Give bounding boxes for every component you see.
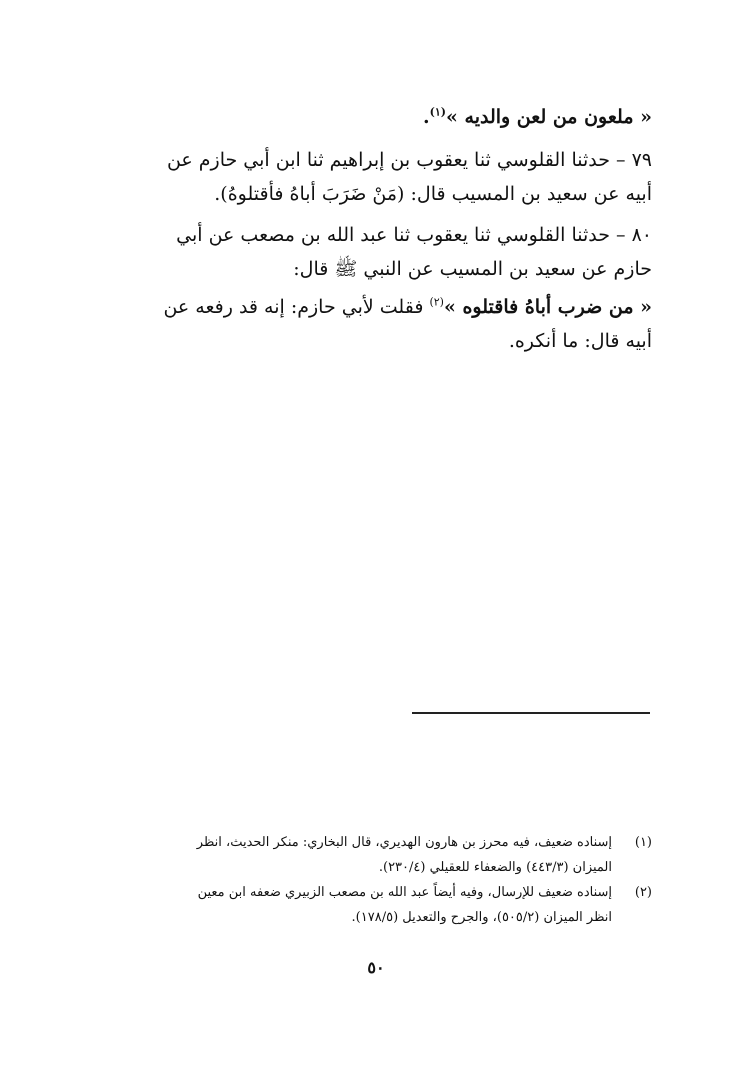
quote-text: « ملعون من لعن والديه »	[446, 106, 652, 128]
footnote-text	[92, 880, 612, 930]
hadith-79-line-1: ٧٩ – حدثنا القلوسي ثنا يعقوب بن إبراهيم ثنا ابن أبي حازم عن	[166, 149, 652, 171]
footnote-text	[92, 830, 612, 880]
footnote-line: إسناده ضعيف للإرسال، وفيه أيضاً عبد الله بن مصعب الزبيري ضعفه ابن معين	[197, 885, 612, 900]
footnote-line: إسناده ضعيف، فيه محرز بن هارون الهديري، قال البخاري: منكر الحديث، انظر	[196, 835, 612, 850]
footnote-number: (١)	[634, 835, 652, 850]
quote-line-1	[122, 100, 652, 134]
hadith-quote: « من ضرب أباهُ فاقتلوه »	[443, 296, 652, 318]
footnote-1	[92, 830, 652, 880]
hadith-80-line-1: ٨٠ – حدثنا القلوسي ثنا يعقوب ثنا عبد الله بن مصعب عن أبي	[176, 224, 652, 246]
hadith-80-line-4: أبيه قال: ما أنكره.	[508, 330, 652, 352]
page-number: ٥٠	[367, 958, 385, 977]
footnote-ref-1: (١)	[429, 105, 447, 119]
footnote-line: الميزان (٤٤٣/٣) والضعفاء للعقيلي (٢٣٠/٤).	[378, 860, 612, 875]
quote-end: .	[423, 106, 430, 128]
footnote-line: انظر الميزان (٥٠٥/٢)، والجرح والتعديل (١٧٨/٥).	[351, 910, 612, 925]
hadith-commentary: فقلت لأبي حازم: إنه قد رفعه عن	[163, 296, 430, 318]
footnote-number: (٢)	[634, 885, 652, 900]
footnote-ref-2: (٢)	[429, 295, 444, 309]
footnote-separator	[412, 712, 650, 714]
footnote-2	[92, 880, 652, 930]
hadith-79-line-2: أبيه عن سعيد بن المسيب قال: (مَنْ ضَرَبَ أباهُ فأقتلوهُ).	[214, 183, 652, 205]
hadith-80-line-3	[122, 290, 652, 324]
hadith-80-line-2: حازم عن سعيد بن المسيب عن النبي ﷺ قال:	[293, 258, 652, 280]
